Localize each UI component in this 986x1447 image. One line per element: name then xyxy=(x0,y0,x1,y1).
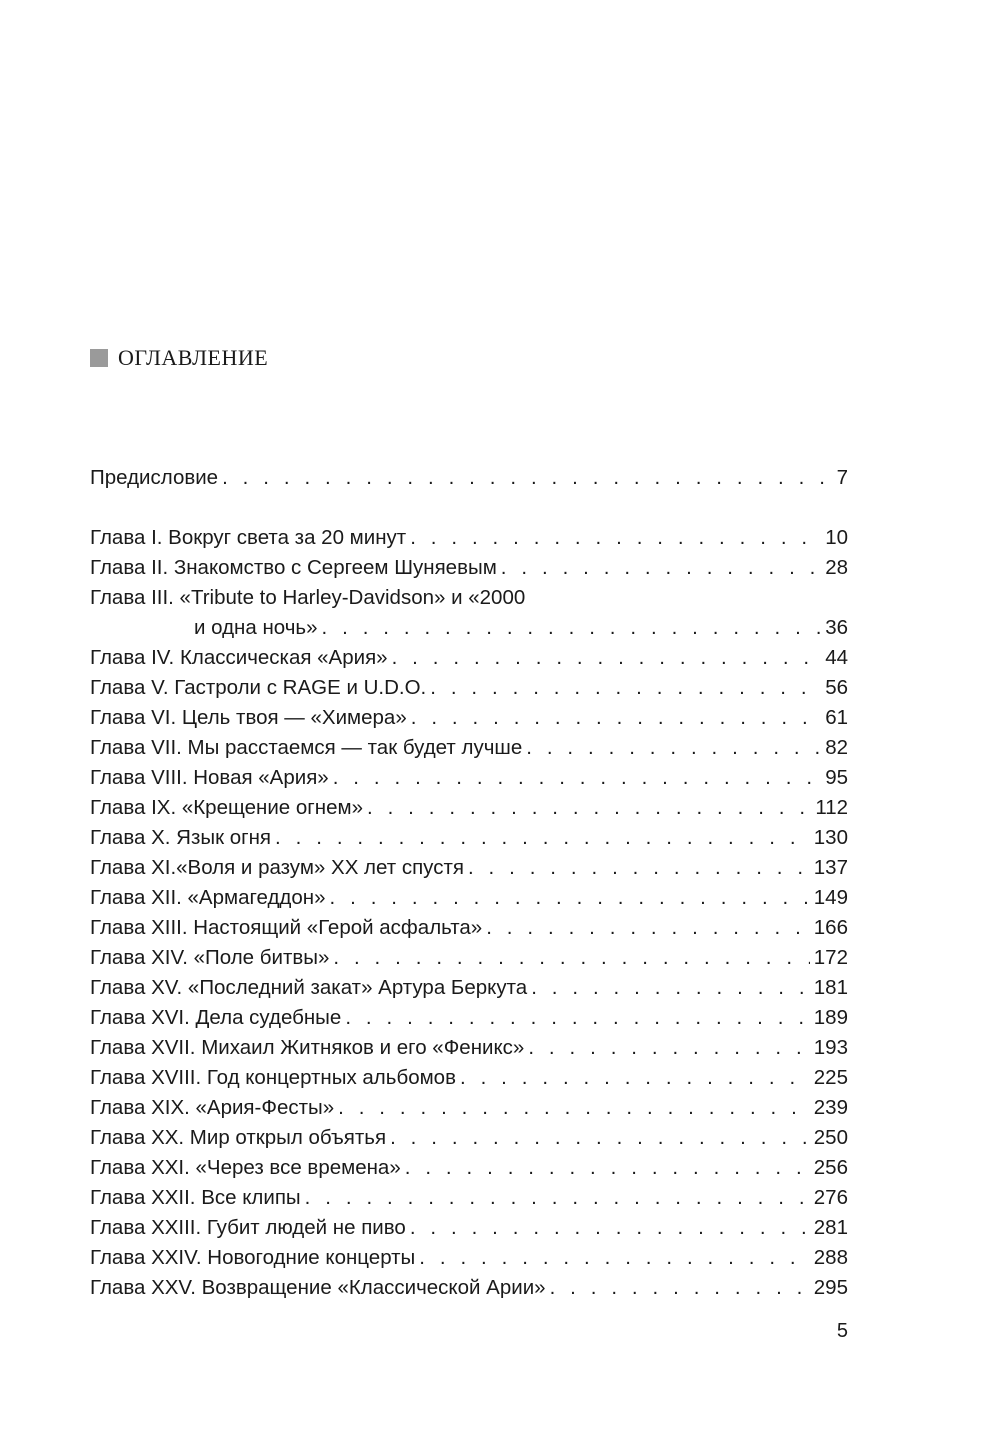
toc-entry-title: Глава XIX. «Ария-Фесты» xyxy=(90,1096,335,1119)
toc-entry-title: Глава XIII. Настоящий «Герой асфальта» xyxy=(90,916,483,939)
toc-entry-page: 56 xyxy=(825,676,848,699)
toc-entry-page: 10 xyxy=(825,526,848,549)
toc-dot-leader xyxy=(386,1123,810,1153)
toc-entry xyxy=(90,1183,848,1213)
toc-entry-page: 193 xyxy=(813,1036,848,1059)
toc-entry-title: и одна ночь» xyxy=(194,616,318,639)
toc-dot-leader xyxy=(341,1003,809,1033)
toc-entry-page: 130 xyxy=(813,826,848,849)
toc-entry-page: 256 xyxy=(813,1156,848,1179)
toc-heading xyxy=(90,343,268,373)
toc-entry xyxy=(90,583,848,613)
toc-dot-leader xyxy=(301,1183,810,1213)
toc-dot-leader xyxy=(527,973,810,1003)
toc-entry-page: 281 xyxy=(813,1216,848,1239)
toc-entry xyxy=(90,1243,848,1273)
toc-entry xyxy=(90,673,848,703)
toc-dot-leader xyxy=(406,523,821,553)
toc-entry xyxy=(90,913,848,943)
toc-entry-title: Глава XVI. Дела судебные xyxy=(90,1006,342,1029)
toc-entry-page: 239 xyxy=(813,1096,848,1119)
toc-entry-title: Глава VIII. Новая «Ария» xyxy=(90,766,329,789)
toc-entry-title: Глава VII. Мы расстаемся — так будет лучше xyxy=(90,736,523,759)
toc-entry xyxy=(90,703,848,733)
toc-entry xyxy=(90,643,848,673)
toc-dot-leader xyxy=(401,1153,810,1183)
toc-entry xyxy=(90,943,848,973)
toc-dot-leader xyxy=(456,1063,810,1093)
toc-entry-page: 44 xyxy=(825,646,848,669)
toc-entry-title: Глава XI.«Воля и разум» XX лет спустя xyxy=(90,856,464,879)
toc-entry-page: 189 xyxy=(813,1006,848,1029)
toc-dot-leader xyxy=(464,853,810,883)
toc-entry-title: Глава XIV. «Поле битвы» xyxy=(90,946,330,969)
toc-dot-leader xyxy=(388,643,822,673)
toc-entry-title: Глава XVII. Михаил Житняков и его «Феникс» xyxy=(90,1036,525,1059)
toc-entry-page: 276 xyxy=(813,1186,848,1209)
toc-entry-title: Глава V. Гастроли с RAGE и U.D.O. xyxy=(90,676,427,699)
toc-entry-title: Глава X. Язык огня xyxy=(90,826,272,849)
toc-dot-leader xyxy=(318,613,822,643)
toc-entry-page: 288 xyxy=(813,1246,848,1269)
toc-dot-leader xyxy=(407,703,821,733)
toc-entry-title: Глава II. Знакомство с Сергеем Шуняевым xyxy=(90,556,497,579)
toc-entry-page: 181 xyxy=(813,976,848,999)
toc-entry-title: Глава XXII. Все клипы xyxy=(90,1186,301,1209)
toc-dot-leader xyxy=(482,913,810,943)
toc-entry xyxy=(90,1153,848,1183)
toc-entry-title: Глава XXIV. Новогодние концерты xyxy=(90,1246,416,1269)
toc-entry xyxy=(90,823,848,853)
toc-entry xyxy=(90,973,848,1003)
toc-entry-continuation xyxy=(90,613,848,643)
toc-dot-leader xyxy=(218,463,833,493)
toc-entry-page: 28 xyxy=(825,556,848,579)
toc-entry-title: Глава XVIII. Год концертных альбомов xyxy=(90,1066,456,1089)
toc-entry-title: Глава XV. «Последний закат» Артура Беркута xyxy=(90,976,528,999)
toc-entry-page: 137 xyxy=(813,856,848,879)
toc-entry-title: Глава XII. «Армагеддон» xyxy=(90,886,326,909)
toc-entry-page: 250 xyxy=(813,1126,848,1149)
page-number: 5 xyxy=(836,1320,848,1342)
toc-entry xyxy=(90,523,848,553)
toc-entry xyxy=(90,553,848,583)
toc-entry-page: 36 xyxy=(825,616,848,639)
toc-dot-leader xyxy=(546,1273,810,1303)
toc-entry xyxy=(90,1003,848,1033)
toc-entry xyxy=(90,883,848,913)
toc-entry-title: Глава IX. «Крещение огнем» xyxy=(90,796,363,819)
toc-dot-leader xyxy=(415,1243,810,1273)
toc-entry-title: Предисловие xyxy=(90,466,219,489)
toc-entry-page: 61 xyxy=(825,706,848,729)
toc-dot-leader xyxy=(329,943,809,973)
toc-entry-page: 95 xyxy=(825,766,848,789)
toc-entry-title: Глава XXV. Возвращение «Классической Арии» xyxy=(90,1276,546,1299)
toc-entry-page: 295 xyxy=(813,1276,848,1299)
heading-square-marker xyxy=(90,349,108,367)
toc-entry xyxy=(90,1033,848,1063)
toc-entry-title: Глава VI. Цель твоя — «Химера» xyxy=(90,706,407,729)
toc-entry xyxy=(90,1213,848,1243)
toc-entry-page: 166 xyxy=(813,916,848,939)
toc-dot-leader xyxy=(497,553,821,583)
toc-entry xyxy=(90,853,848,883)
toc-entry xyxy=(90,793,848,823)
toc-dot-leader xyxy=(524,1033,809,1063)
toc-entry-title: Глава XXI. «Через все времена» xyxy=(90,1156,401,1179)
page-title: ОГЛАВЛЕНИЕ xyxy=(118,345,269,370)
toc-dot-leader xyxy=(329,763,821,793)
toc-entry-page: 82 xyxy=(825,736,848,759)
toc-dot-leader xyxy=(334,1093,810,1123)
toc-entry-page: 172 xyxy=(813,946,848,969)
toc-dot-leader xyxy=(426,673,821,703)
toc-entry-page: 7 xyxy=(836,466,848,489)
toc-entry xyxy=(90,763,848,793)
toc-entry-title: Глава I. Вокруг света за 20 минут xyxy=(90,526,407,549)
toc-entry-title: Глава XXIII. Губит людей не пиво xyxy=(90,1216,406,1239)
toc-entry xyxy=(90,733,848,763)
toc-dot-leader xyxy=(271,823,810,853)
toc-entry-page: 112 xyxy=(815,796,848,819)
toc-entry xyxy=(90,1093,848,1123)
toc-dot-leader xyxy=(326,883,810,913)
toc-dot-leader xyxy=(406,1213,810,1243)
toc-entry-title: Глава IV. Классическая «Ария» xyxy=(90,646,388,669)
toc-entry xyxy=(90,1273,848,1303)
toc-entry xyxy=(90,1123,848,1153)
table-of-contents xyxy=(90,463,848,1303)
toc-entry-title: Глава XX. Мир открыл объятья xyxy=(90,1126,387,1149)
toc-entry-page: 225 xyxy=(813,1066,848,1089)
toc-entry xyxy=(90,1063,848,1093)
toc-entry-preface xyxy=(90,463,848,493)
toc-entry-page: 149 xyxy=(813,886,848,909)
toc-entry-title: Глава III. «Tribute to Harley-Davidson» и «2000 xyxy=(90,586,526,609)
toc-dot-leader xyxy=(522,733,821,763)
toc-dot-leader xyxy=(363,793,811,823)
